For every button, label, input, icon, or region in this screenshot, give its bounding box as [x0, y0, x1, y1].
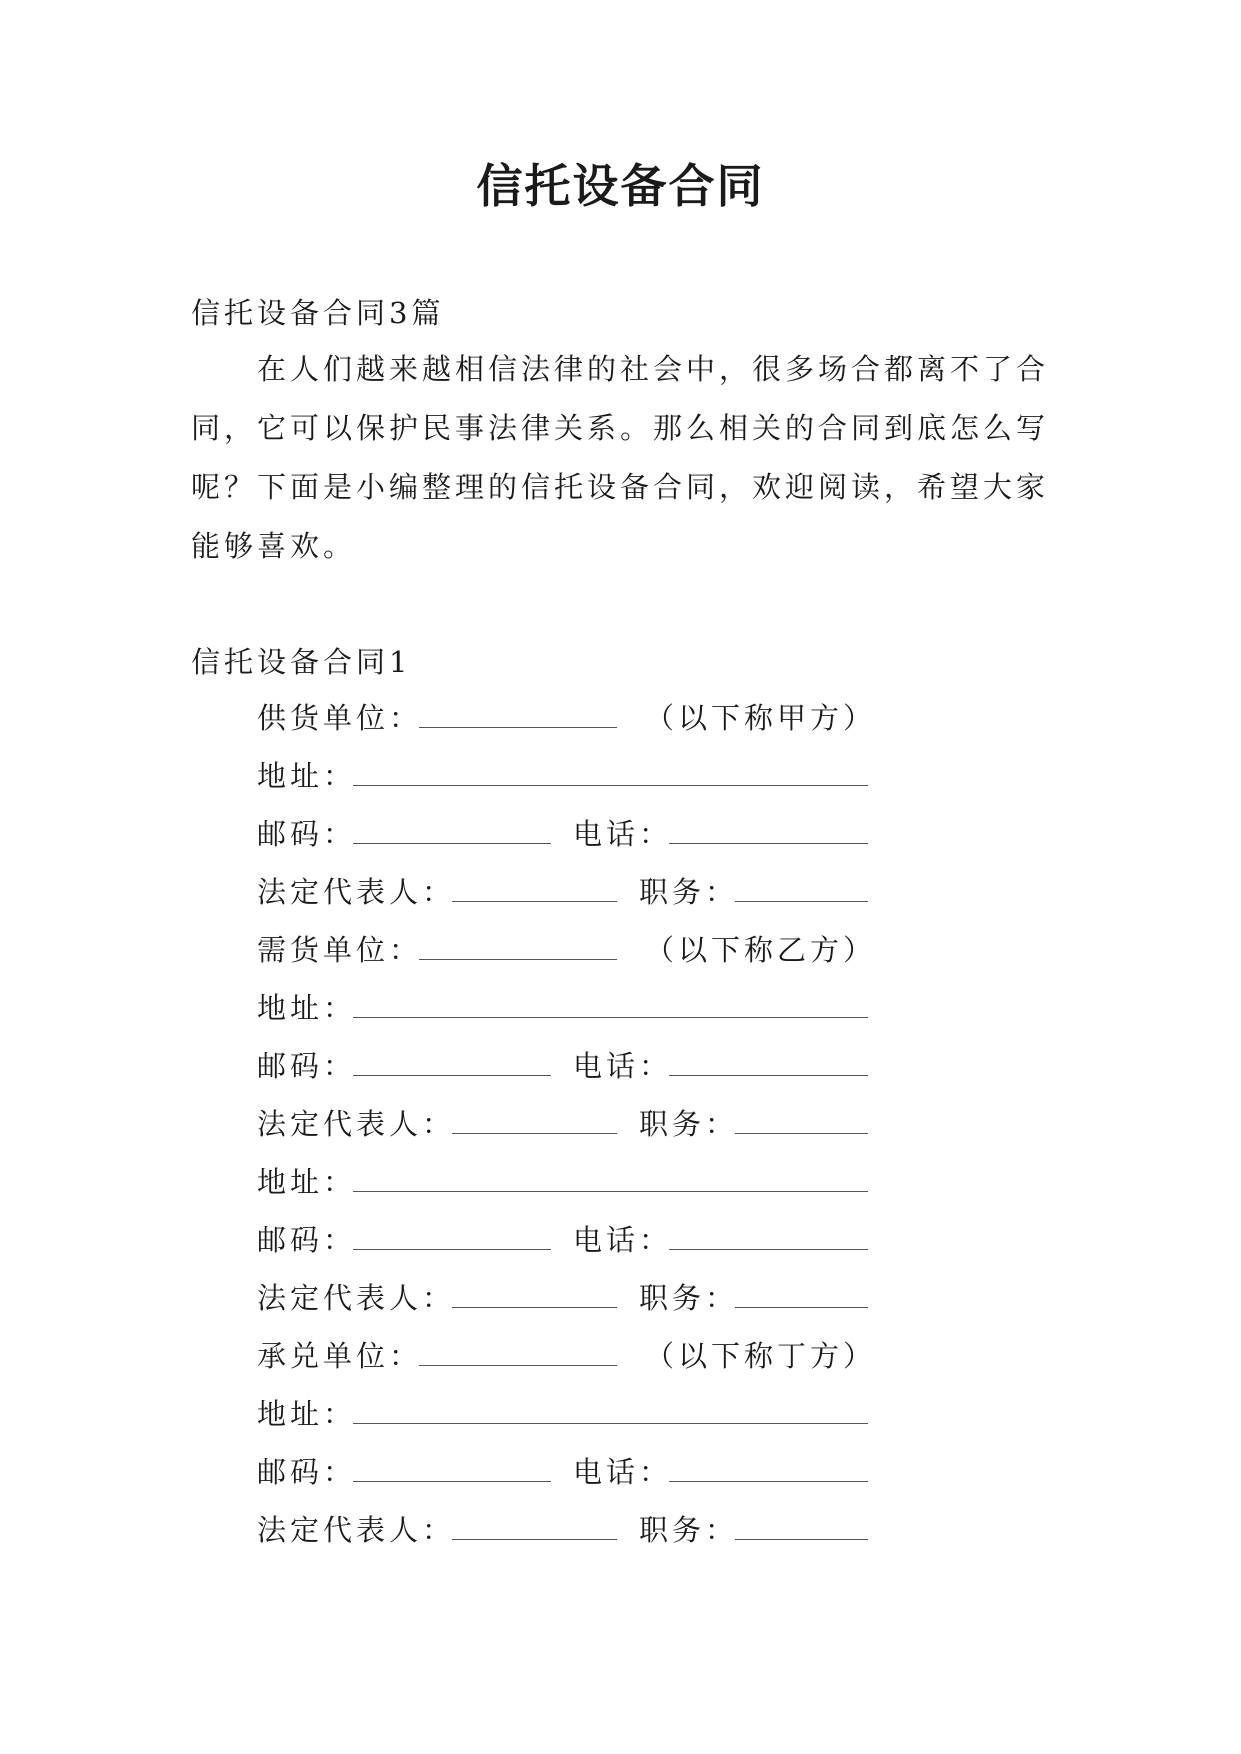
position-label: 职务：	[639, 1513, 739, 1547]
position-blank	[735, 1539, 868, 1540]
postcode-blank	[353, 843, 551, 844]
legal-rep-label: 法定代表人：	[257, 1281, 456, 1315]
address-label: 地址：	[257, 1165, 357, 1199]
legal-rep-label: 法定代表人：	[257, 1107, 456, 1141]
buyer-note: （以下称乙方）	[645, 933, 877, 967]
supplier-label: 供货单位：	[257, 701, 423, 735]
buyer-label: 需货单位：	[257, 933, 423, 967]
position-blank	[735, 1307, 868, 1308]
legal-rep-label: 法定代表人：	[257, 1513, 456, 1547]
address-blank	[353, 1017, 868, 1018]
address-label: 地址：	[257, 1397, 357, 1431]
postcode-label: 邮码：	[257, 817, 357, 851]
supplier-blank	[419, 727, 617, 728]
subtitle: 信托设备合同3篇	[191, 296, 445, 330]
postcode-blank	[353, 1481, 551, 1482]
legal-rep-blank	[452, 1133, 617, 1134]
position-label: 职务：	[639, 1107, 739, 1141]
postcode-label: 邮码：	[257, 1455, 357, 1489]
position-blank	[735, 1133, 868, 1134]
legal-rep-label: 法定代表人：	[257, 875, 456, 909]
address-blank	[353, 1423, 868, 1424]
address-blank	[353, 785, 868, 786]
phone-label: 电话：	[573, 1049, 673, 1083]
acceptor-note: （以下称丁方）	[645, 1339, 877, 1373]
section-heading: 信托设备合同1	[191, 645, 412, 679]
legal-rep-blank	[452, 1539, 617, 1540]
position-blank	[735, 901, 868, 902]
position-label: 职务：	[639, 875, 739, 909]
acceptor-blank	[419, 1365, 617, 1366]
phone-label: 电话：	[573, 817, 673, 851]
phone-label: 电话：	[573, 1455, 673, 1489]
intro-paragraph: 在人们越来越相信法律的社会中，很多场合都离不了合同，它可以保护民事法律关系。那么相关的合同到底怎么写呢？下面是小编整理的信托设备合同，欢迎阅读，希望大家能够喜欢。	[191, 352, 1050, 563]
position-label: 职务：	[639, 1281, 739, 1315]
postcode-blank	[353, 1075, 551, 1076]
acceptor-label: 承兑单位：	[257, 1339, 423, 1373]
buyer-blank	[419, 959, 617, 960]
phone-blank	[669, 1075, 868, 1076]
postcode-label: 邮码：	[257, 1223, 357, 1257]
address-label: 地址：	[257, 759, 357, 793]
phone-blank	[669, 1481, 868, 1482]
address-blank	[353, 1191, 868, 1192]
page-title: 信托设备合同	[476, 159, 765, 213]
legal-rep-blank	[452, 1307, 617, 1308]
postcode-label: 邮码：	[257, 1049, 357, 1083]
phone-blank	[669, 1249, 868, 1250]
phone-label: 电话：	[573, 1223, 673, 1257]
phone-blank	[669, 843, 868, 844]
supplier-note: （以下称甲方）	[645, 701, 877, 735]
legal-rep-blank	[452, 901, 617, 902]
postcode-blank	[353, 1249, 551, 1250]
address-label: 地址：	[257, 991, 357, 1025]
